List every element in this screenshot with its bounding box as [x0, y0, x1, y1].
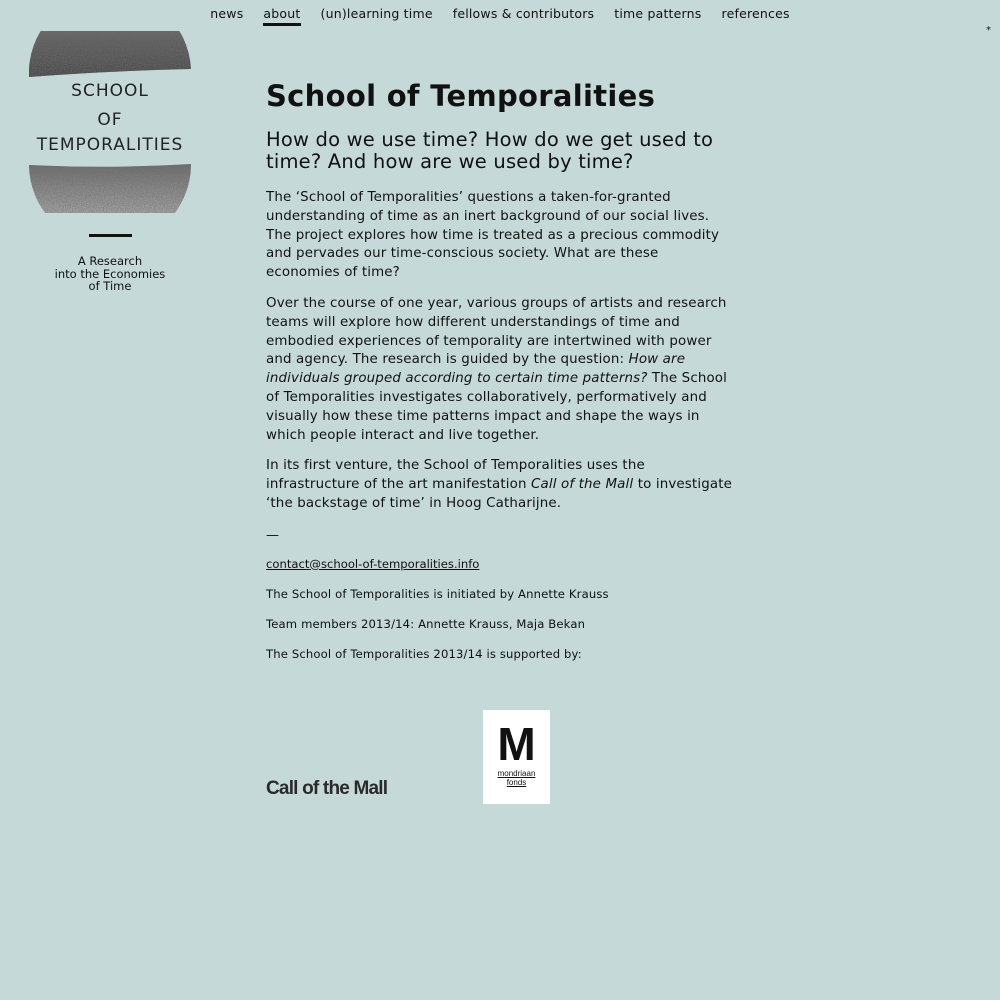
logo-top-cap — [29, 31, 191, 77]
mondriaan-logo-text — [483, 778, 550, 787]
paragraph-text: The School of Temporalities investigates collaboratively, performatively and visually how these time patterns impact and shape the ways in which people interact and live together. — [266, 371, 728, 443]
tagline-line: into the Economies — [54, 266, 166, 281]
logo-text-temporalities: TEMPORALITIES — [36, 135, 184, 155]
paragraph-text: to investigate ‘the backstage of time’ in Hoog Catharijne. — [266, 477, 732, 511]
page-title: School of Temporalities — [266, 79, 656, 113]
site-logo[interactable] — [29, 31, 191, 213]
logo-text-of: OF — [97, 110, 123, 130]
main-nav — [0, 6, 1000, 26]
logo-text-school: SCHOOL — [71, 81, 149, 101]
research-paragraph — [266, 295, 736, 445]
call-of-the-mall-title: Call of the Mall — [531, 477, 634, 493]
main-content — [266, 78, 736, 662]
nav-item-news[interactable]: news — [210, 6, 244, 21]
page-subtitle: How do we use time? How do we get used to time? And how are we used by time? — [266, 128, 714, 173]
tagline-line: of Time — [88, 279, 132, 293]
section-dash: — — [266, 527, 279, 543]
paragraph-text: Over the course of one year, various groups of artists and research teams will explore how different understandings of time and embodied experiences of temporality are intertwined with power and agency. The research is guided by the question: — [266, 295, 727, 368]
credit-team: Team members 2013/14: Annette Krauss, Maja Bekan — [266, 616, 586, 631]
tagline-line: A Research — [77, 254, 143, 268]
mondriaan-logo-text — [483, 769, 550, 778]
credit-initiator: The School of Temporalities is initiated by Annette Krauss — [266, 586, 609, 601]
mondriaan-fonds-logo[interactable] — [483, 710, 550, 804]
venture-paragraph — [266, 457, 736, 513]
research-question: How are individuals grouped according to certain time patterns? — [266, 352, 686, 387]
corner-asterisk[interactable]: * — [986, 25, 991, 36]
contact-email-link[interactable]: contact@school-of-temporalities.info — [266, 556, 480, 571]
nav-item-unlearning-time[interactable]: (un)learning time — [320, 6, 433, 21]
sponsor-logos — [266, 710, 566, 805]
logo-divider — [89, 234, 132, 237]
nav-item-references[interactable]: references — [721, 6, 790, 21]
mondriaan-logo-line: mondriaan — [497, 769, 536, 778]
credit-support: The School of Temporalities 2013/14 is supported by: — [266, 646, 582, 661]
intro-paragraph: The ‘School of Temporalities’ questions a taken-for-granted understanding of time as an inert background of our social lives. The project explores how time is treated as a precious commodity and pervades our time-conscious society. What are these economies of time? — [266, 190, 720, 281]
nav-item-time-patterns[interactable]: time patterns — [614, 6, 702, 21]
mondriaan-logo-line: fonds — [506, 778, 527, 787]
site-tagline — [30, 255, 190, 293]
logo-bottom-cap — [29, 164, 191, 213]
call-of-the-mall-logo[interactable]: Call of the Mall — [266, 778, 388, 799]
paragraph-text: In its first venture, the School of Temporalities uses the infrastructure of the art manifestation — [266, 458, 645, 493]
mondriaan-logo-letter: M — [497, 718, 536, 770]
nav-item-fellows-contributors[interactable]: fellows & contributors — [452, 6, 595, 21]
nav-item-about[interactable]: about — [263, 6, 300, 26]
